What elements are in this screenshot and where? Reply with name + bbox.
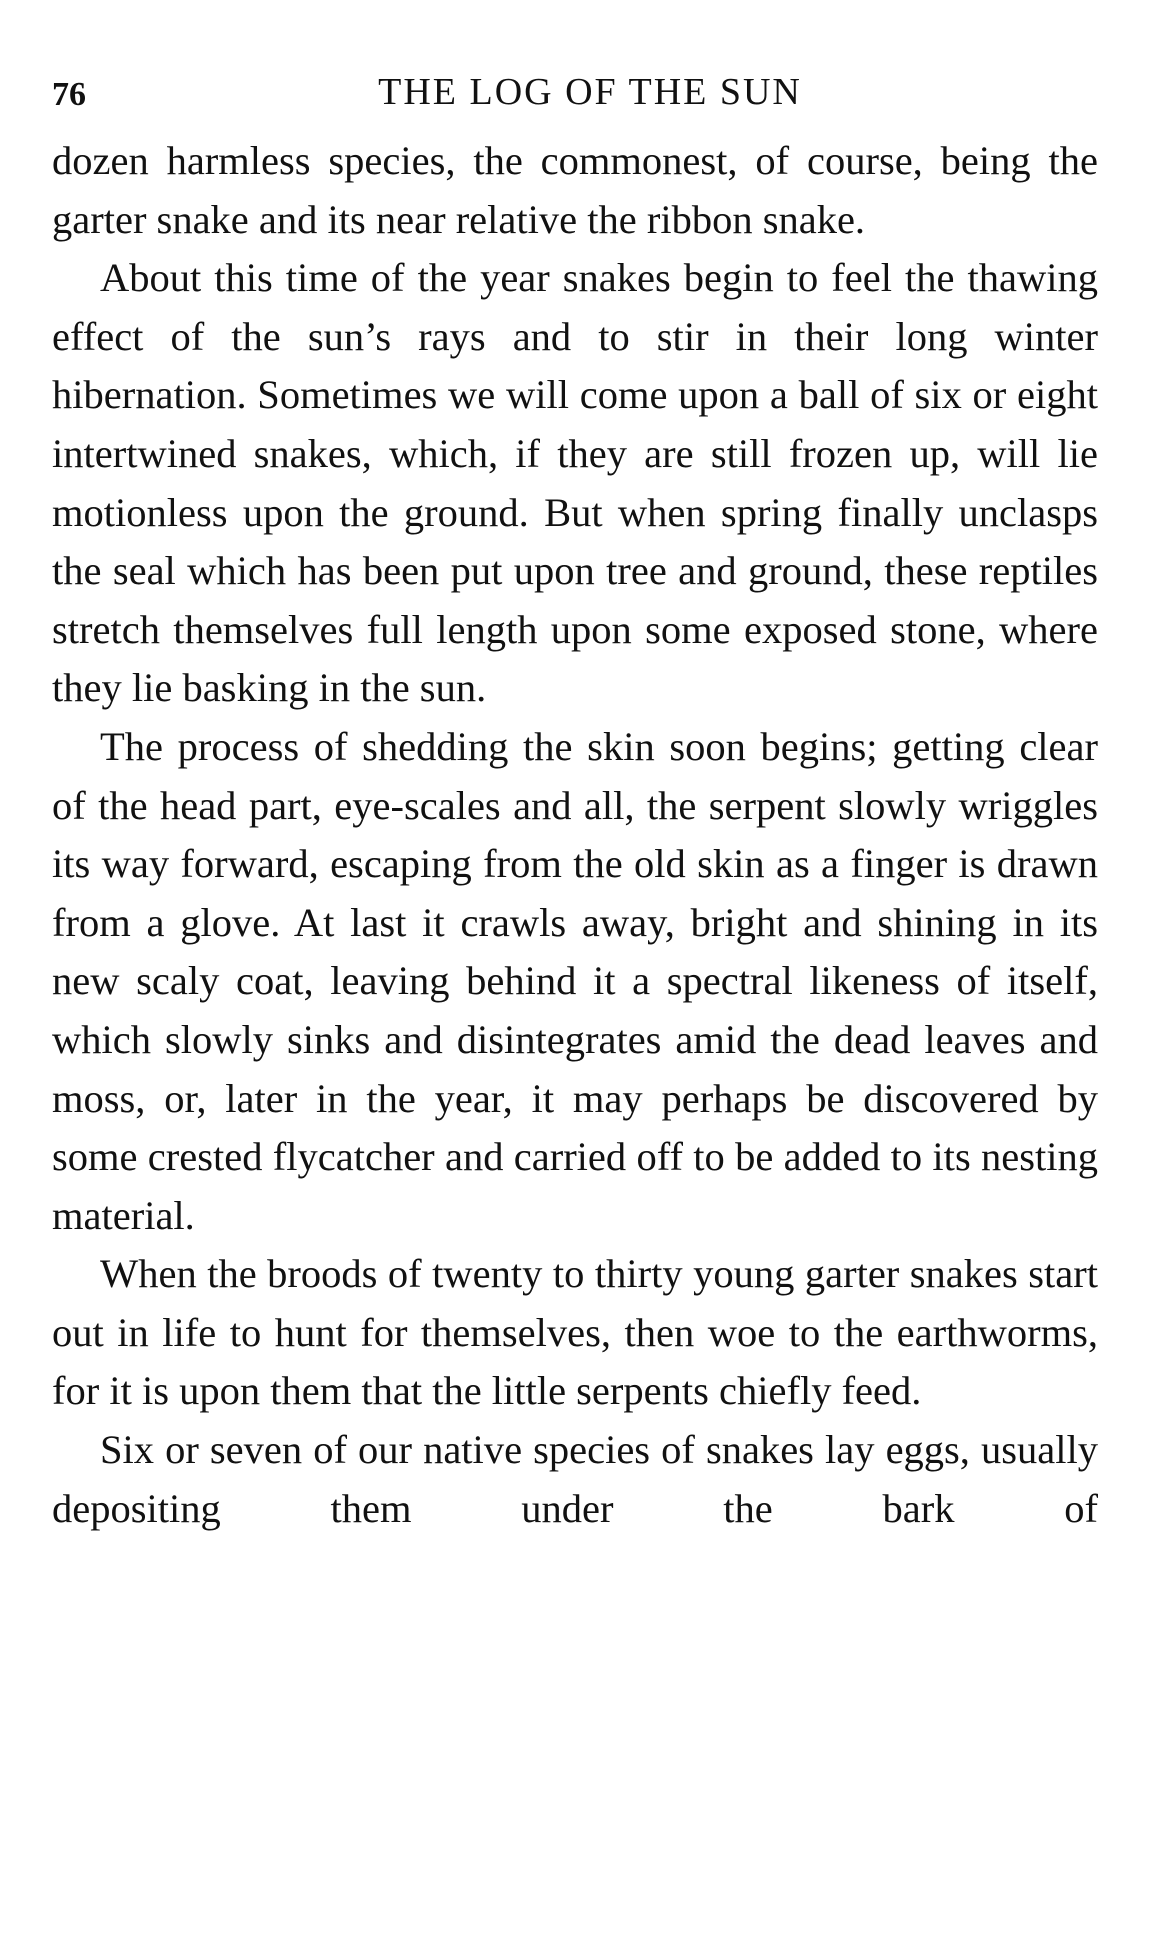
running-head [52,70,1098,132]
paragraph-shedding-skin: The process of shedding the skin soon begins; getting clear of the head part, eye-scales and all, the serpent slowly wriggles its way forward, escaping from the old skin as a finger is drawn from a glove. At last it crawls away, bright and shining in its new scaly coat, leaving behind it a spectral likeness of itself, which slowly sinks and disintegrates amid the dead leaves and moss, or, later in the year, it may perhaps be discovered by some crested flycatcher and carried off to be added to its nesting material. [52,723,1098,1238]
paragraph-garter-broods: When the broods of twenty to thirty young garter snakes start out in life to hunt for themselves, then woe to the earthworms, for it is upon them that the little serpents chiefly feed. [52,1251,1098,1414]
paragraph-egg-laying: Six or seven of our native species of snakes lay eggs, usually depositing them under the bark of [52,1427,1098,1531]
paragraph-continued: dozen harmless species, the commonest, of course, being the garter snake and its near relative the ribbon snake. [52,138,1098,242]
book-page [52,70,1098,1538]
page-number: 76 [52,76,86,113]
paragraph-snakes-thawing: About this time of the year snakes begin to feel the thawing effect of the sun’s rays and to stir in their long winter hibernation. Sometimes we will come upon a ball of six or eight intertwined snakes, which, if they are still frozen up, will lie motionless upon the ground. But when spring finally unclasps the seal which has been put upon tree and ground, these reptiles stretch themselves full length upon some exposed stone, where they lie basking in the sun. [52,255,1098,711]
running-title: THE LOG OF THE SUN [378,71,802,113]
body-text [52,132,1098,1538]
